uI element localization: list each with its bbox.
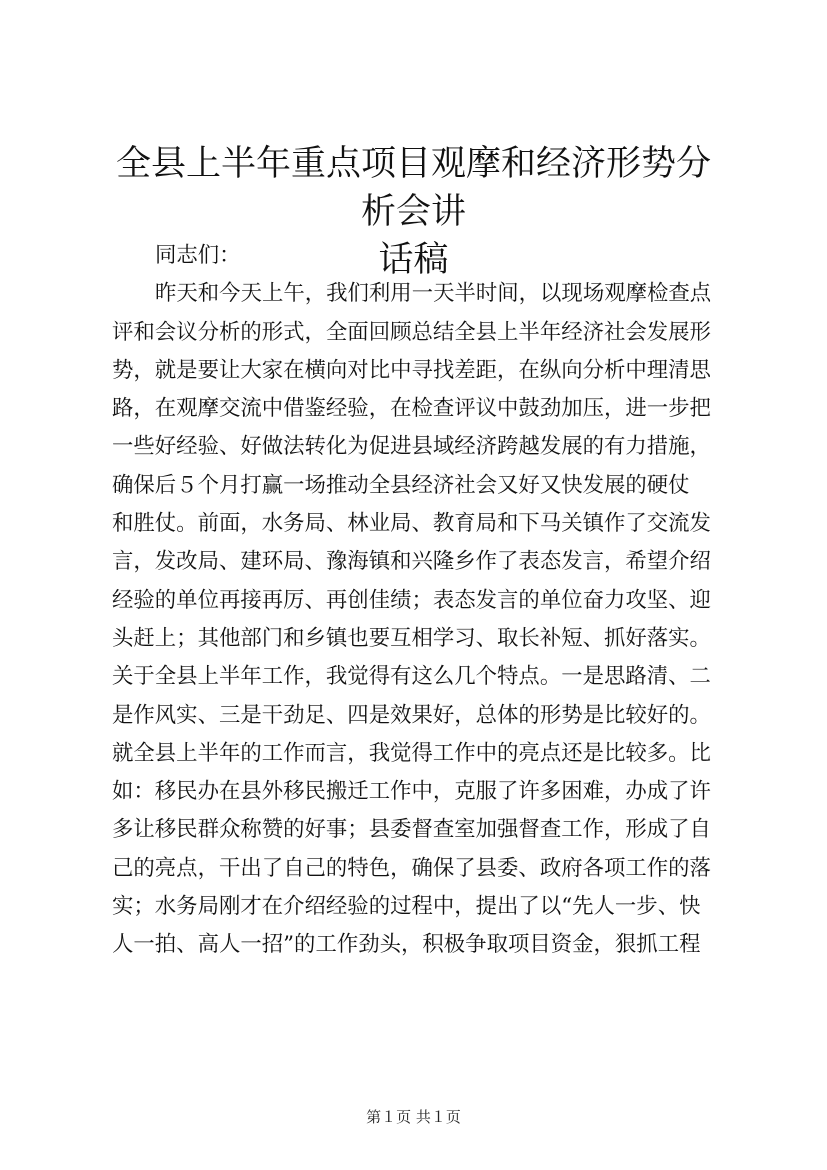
body-line: 如：移民办在县外移民搬迁工作中，克服了许多困难，办成了许	[112, 779, 711, 805]
body-line: 关于全县上半年工作，我觉得有这么几个特点。一是思路清、二	[112, 664, 711, 690]
body-line: 路，在观摩交流中借鉴经验，在检查评议中鼓劲加压，进一步把	[112, 396, 711, 422]
body-line: 己的亮点，干出了自己的特色，确保了县委、政府各项工作的落	[112, 855, 711, 881]
body-line: 一些好经验、好做法转化为促进县域经济跨越发展的有力措施，	[112, 434, 711, 460]
body-line: 和胜仗。前面，水务局、林业局、教育局和下马关镇作了交流发	[112, 511, 711, 537]
body-line: 经验的单位再接再厉、再创佳绩；表态发言的单位奋力攻坚、迎	[112, 587, 711, 613]
document-body	[112, 237, 747, 965]
body-line: 昨天和今天上午，我们利用一天半时间，以现场观摩检查点	[155, 281, 712, 307]
salutation: 同志们：	[155, 243, 241, 268]
body-line: 言，发改局、建环局、豫海镇和兴隆乡作了表态发言，希望介绍	[112, 549, 711, 575]
page-footer	[0, 1107, 827, 1127]
body-line: 就全县上半年的工作而言，我觉得工作中的亮点还是比较多。比	[112, 740, 711, 766]
body-line: 实；水务局刚才在介绍经验的过程中，提出了以“先人一步、快	[112, 894, 701, 920]
page-number-label: 第１页 共１页	[366, 1108, 461, 1126]
title-line-2: 话稿	[378, 240, 449, 280]
body-line: 头赶上；其他部门和乡镇也要互相学习、取长补短、抓好落实。	[112, 625, 711, 651]
body-paragraph	[112, 275, 747, 964]
title-line-1: 全县上半年重点项目观摩和经济形势分析会讲	[115, 144, 711, 232]
body-line: 势，就是要让大家在横向对比中寻找差距，在纵向分析中理清思	[112, 357, 711, 383]
body-line: 多让移民群众称赞的好事；县委督查室加强督查工作，形成了自	[112, 817, 711, 843]
body-line: 人一拍、高人一招”的工作劲头，积极争取项目资金，狠抓工程	[112, 932, 701, 958]
body-line: 评和会议分析的形式，全面回顾总结全县上半年经济社会发展形	[112, 319, 711, 345]
body-line: 是作风实、三是干劲足、四是效果好，总体的形势是比较好的。	[112, 702, 711, 728]
body-line: 确保后５个月打赢一场推动全县经济社会又好又快发展的硬仗	[112, 472, 690, 498]
